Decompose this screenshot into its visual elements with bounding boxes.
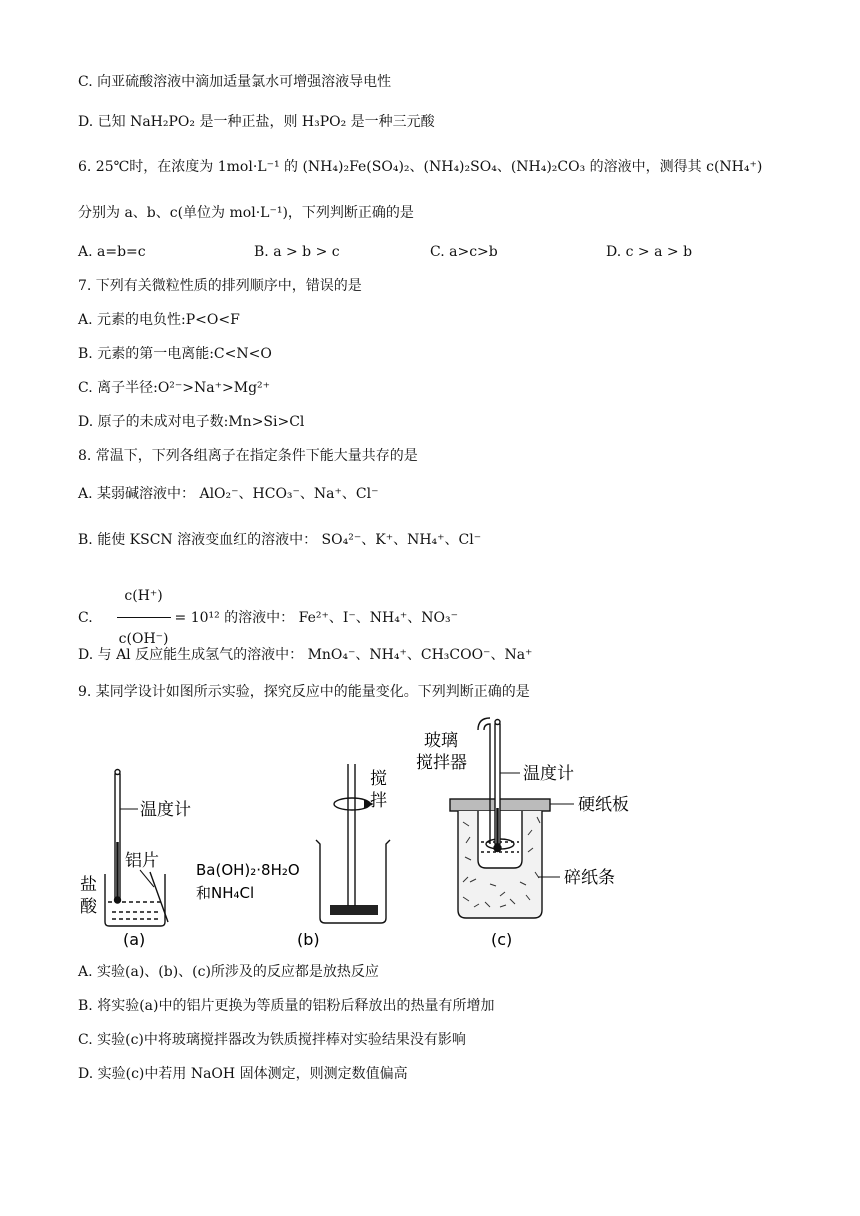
q8-fraction-denominator: c(OH⁻) [118, 631, 169, 647]
label-paper: 碎纸条 [564, 868, 615, 888]
q5-option-c: C. 向亚硫酸溶液中滴加适量氯水可增强溶液导电性 [78, 74, 392, 90]
label-stir-2: 拌 [370, 791, 387, 811]
q8-option-c-label: C. [78, 609, 93, 626]
q8-option-c-rest: = 10¹² 的溶液中： Fe²⁺、I⁻、NH₄⁺、NO₃⁻ [174, 609, 458, 626]
caption-b: (b) [297, 930, 320, 949]
q6-option-c: C. a>c>b [430, 244, 498, 260]
q6-stem-line1: 6. 25℃时，在浓度为 1mol·L⁻¹ 的 (NH₄)₂Fe(SO₄)₂、(NH₄)₂SO₄、(NH₄)₂CO₃ 的溶液中，测得其 c(NH₄⁺) [78, 159, 763, 175]
q6-stem-line2: 分别为 a、b、c(单位为 mol·L⁻¹)，下列判断正确的是 [78, 205, 414, 221]
q7-option-c: C. 离子半径:O²⁻>Na⁺>Mg²⁺ [78, 380, 271, 396]
label-hcl-2: 酸 [80, 897, 97, 917]
q8-fraction-numerator: c(H⁺) [117, 576, 171, 618]
q9-option-b: B. 将实验(a)中的铝片更换为等质量的铝粉后释放出的热量有所增加 [78, 998, 495, 1014]
caption-c: (c) [491, 930, 513, 949]
label-al-strip: 铝片 [125, 851, 159, 871]
label-glass-2: 搅拌器 [416, 753, 467, 773]
label-stir-1: 搅 [370, 769, 387, 789]
label-thermometer-c: 温度计 [523, 764, 574, 784]
q6-option-b: B. a > b > c [254, 244, 340, 260]
q9-stem: 9. 某同学设计如图所示实验，探究反应中的能量变化。下列判断正确的是 [78, 684, 530, 700]
q8-option-b: B. 能使 KSCN 溶液变血红的溶液中： SO₄²⁻、K⁺、NH₄⁺、Cl⁻ [78, 532, 482, 548]
q7-option-b: B. 元素的第一电离能:C<N<O [78, 346, 272, 362]
beaker-b [316, 840, 390, 923]
thermometer-a [115, 770, 121, 904]
q6-option-a: A. a=b=c [78, 244, 146, 260]
q9-option-d: D. 实验(c)中若用 NaOH 固体测定，则测定数值偏高 [78, 1066, 408, 1082]
label-reagent-2: 和NH₄Cl [196, 884, 255, 902]
q7-option-a: A. 元素的电负性:P<O<F [78, 312, 240, 328]
q9-option-c: C. 实验(c)中将玻璃搅拌器改为铁质搅拌棒对实验结果没有影响 [78, 1032, 466, 1048]
label-reagent-1: Ba(OH)₂·8H₂O [196, 861, 300, 879]
q6-option-d: D. c > a > b [606, 244, 693, 260]
q7-stem: 7. 下列有关微粒性质的排列顺序中，错误的是 [78, 278, 362, 294]
label-hcl-1: 盐 [80, 875, 97, 895]
experiment-figure [0, 712, 860, 962]
label-thermometer-a: 温度计 [140, 800, 191, 820]
label-glass-1: 玻璃 [424, 731, 458, 751]
label-board: 硬纸板 [578, 795, 629, 815]
q8-option-d: D. 与 Al 反应能生成氢气的溶液中： MnO₄⁻、NH₄⁺、CH₃COO⁻、Na⁺ [78, 647, 533, 663]
caption-a: (a) [123, 930, 146, 949]
stirring-rod-b [334, 764, 372, 906]
q5-option-d: D. 已知 NaH₂PO₂ 是一种正盐，则 H₃PO₂ 是一种三元酸 [78, 114, 435, 130]
q9-option-a: A. 实验(a)、(b)、(c)所涉及的反应都是放热反应 [78, 964, 379, 980]
thermometer-c [494, 720, 501, 852]
q7-option-d: D. 原子的未成对电子数:Mn>Si>Cl [78, 414, 305, 430]
q8-option-a: A. 某弱碱溶液中： AlO₂⁻、HCO₃⁻、Na⁺、Cl⁻ [78, 486, 379, 502]
q8-stem: 8. 常温下，下列各组离子在指定条件下能大量共存的是 [78, 448, 418, 464]
